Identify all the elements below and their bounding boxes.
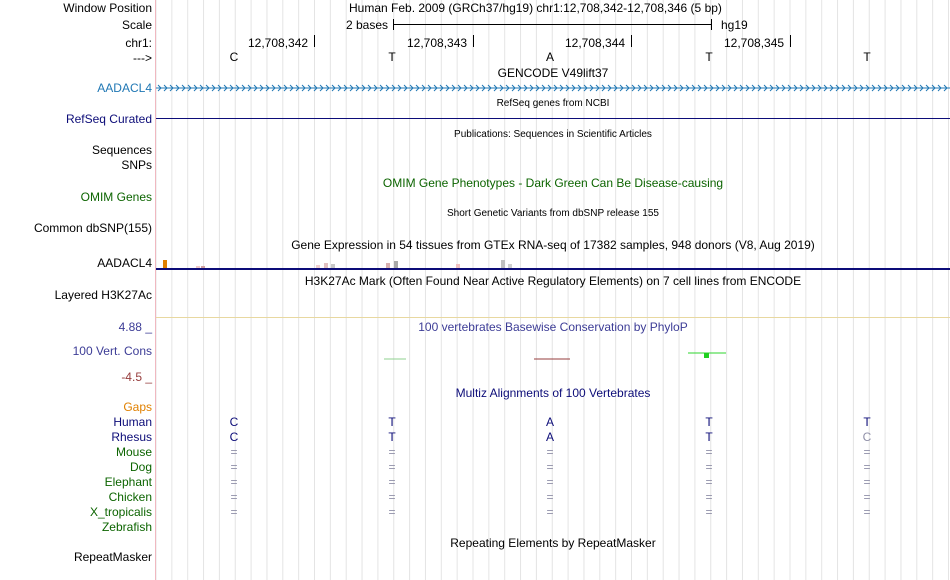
omim-track-label[interactable]: OMIM Genes [80, 190, 152, 204]
alignment-base: = [705, 490, 713, 504]
conservation-peak [704, 353, 709, 358]
alignment-base: A [545, 415, 554, 429]
species-label: Mouse [115, 445, 152, 459]
multiz-gaps-label: Gaps [123, 400, 152, 414]
alignment-base: C [229, 430, 239, 444]
alignment-base: T [388, 415, 396, 429]
alignment-base: = [388, 490, 396, 504]
alignment-base: = [388, 505, 396, 519]
sequence-base: T [863, 50, 871, 64]
scale-value: 2 bases [346, 18, 389, 32]
alignment-base: T [863, 415, 871, 429]
strand-label: ---> [133, 51, 152, 65]
species-label: Human [113, 415, 152, 429]
alignment-base: = [230, 505, 238, 519]
species-label: X_tropicalis [89, 505, 152, 519]
conservation-track-label[interactable]: 100 Vert. Cons [72, 344, 152, 358]
h3k27ac-track-label[interactable]: Layered H3K27Ac [54, 288, 152, 302]
conservation-max-label: 4.88 _ [118, 320, 152, 334]
refseq-gene-line[interactable] [156, 118, 950, 119]
alignment-base: = [546, 505, 554, 519]
sequence-base: A [545, 50, 554, 64]
position-label: 12,708,343 [407, 36, 468, 50]
sequence-base: T [388, 50, 396, 64]
gtex-gene-line [156, 268, 950, 270]
dbsnp-track-title: Short Genetic Variants from dbSNP release 155 [447, 208, 659, 219]
scale-bar-right-cap [711, 19, 712, 30]
multiz-track-title: Multiz Alignments of 100 Vertebrates [455, 386, 651, 400]
alignment-base: = [388, 460, 396, 474]
scale-bar-left-cap [393, 19, 394, 30]
alignment-base: = [546, 445, 554, 459]
conservation-min-label: -4.5 _ [121, 370, 152, 384]
gencode-gene-label[interactable]: AADACL4 [97, 81, 152, 95]
alignment-base: = [388, 475, 396, 489]
alignment-base: = [863, 475, 871, 489]
alignment-base: = [863, 490, 871, 504]
refseq-track-title: RefSeq genes from NCBI [496, 98, 610, 109]
alignment-base: = [705, 475, 713, 489]
alignment-base: = [230, 460, 238, 474]
sequence-base: T [705, 50, 713, 64]
alignment-base: = [546, 460, 554, 474]
position-label: 12,708,344 [565, 36, 626, 50]
alignment-base: T [388, 430, 396, 444]
alignment-base: = [546, 490, 554, 504]
alignment-base: = [705, 460, 713, 474]
gtex-tissue-bar [163, 260, 167, 268]
alignment-base: T [705, 430, 713, 444]
gtex-tissue-bar [501, 260, 505, 268]
alignment-base: A [545, 430, 554, 444]
sequence-base: C [229, 50, 239, 64]
position-label: 12,708,345 [724, 36, 785, 50]
position-tick [631, 35, 632, 47]
gtex-gene-label[interactable]: AADACL4 [97, 256, 152, 270]
alignment-base: C [229, 415, 239, 429]
publications-track-title: Publications: Sequences in Scientific Articles [454, 129, 652, 140]
scale-db: hg19 [721, 18, 748, 32]
alignment-base: = [230, 475, 238, 489]
repeatmasker-track-title: Repeating Elements by RepeatMasker [450, 536, 656, 550]
window-position-label: Window Position [63, 1, 152, 15]
h3k27ac-baseline [156, 317, 950, 318]
alignment-base: = [863, 460, 871, 474]
dbsnp-track-label[interactable]: Common dbSNP(155) [33, 221, 152, 235]
alignment-base: = [388, 445, 396, 459]
window-position-value: Human Feb. 2009 (GRCh37/hg19) chr1:12,708,342-12,708,346 (5 bp) [349, 1, 722, 15]
alignment-base: = [705, 445, 713, 459]
scale-label: Scale [121, 18, 152, 32]
position-tick [314, 35, 315, 47]
publications-snps-label[interactable]: SNPs [121, 158, 152, 172]
alignment-base: C [862, 430, 872, 444]
position-tick [473, 35, 474, 47]
scale-bar [393, 24, 711, 25]
alignment-base: = [230, 445, 238, 459]
repeatmasker-track-label[interactable]: RepeatMasker [73, 550, 152, 564]
h3k27ac-track-title: H3K27Ac Mark (Often Found Near Active Regulatory Elements) on 7 cell lines from ENCODE [304, 274, 802, 288]
alignment-base: = [705, 505, 713, 519]
alignment-base: = [863, 445, 871, 459]
position-tick [790, 35, 791, 47]
alignment-base: = [863, 505, 871, 519]
refseq-track-label[interactable]: RefSeq Curated [65, 112, 152, 126]
chrom-label: chr1: [125, 36, 152, 50]
gtex-tissue-bar [394, 261, 398, 268]
position-label: 12,708,342 [248, 36, 309, 50]
species-label: Dog [129, 460, 152, 474]
alignment-base: = [546, 475, 554, 489]
species-label: Rhesus [111, 430, 152, 444]
species-label: Elephant [104, 475, 152, 489]
alignment-base: T [705, 415, 713, 429]
conservation-track-title: 100 vertebrates Basewise Conservation by PhyloP [418, 320, 688, 334]
omim-track-title: OMIM Gene Phenotypes - Dark Green Can Be Disease-causing [382, 176, 724, 190]
publications-sequences-label[interactable]: Sequences [91, 143, 152, 157]
gencode-gene-feature[interactable] [156, 82, 950, 94]
species-label: Zebrafish [101, 520, 152, 534]
gencode-track-title: GENCODE V49lift37 [497, 66, 609, 80]
species-label: Chicken [108, 490, 152, 504]
alignment-base: = [230, 490, 238, 504]
conservation-plot[interactable] [156, 330, 950, 375]
gtex-track-title: Gene Expression in 54 tissues from GTEx RNA-seq of 17382 samples, 948 donors (V8, Aug 2019) [291, 238, 815, 252]
